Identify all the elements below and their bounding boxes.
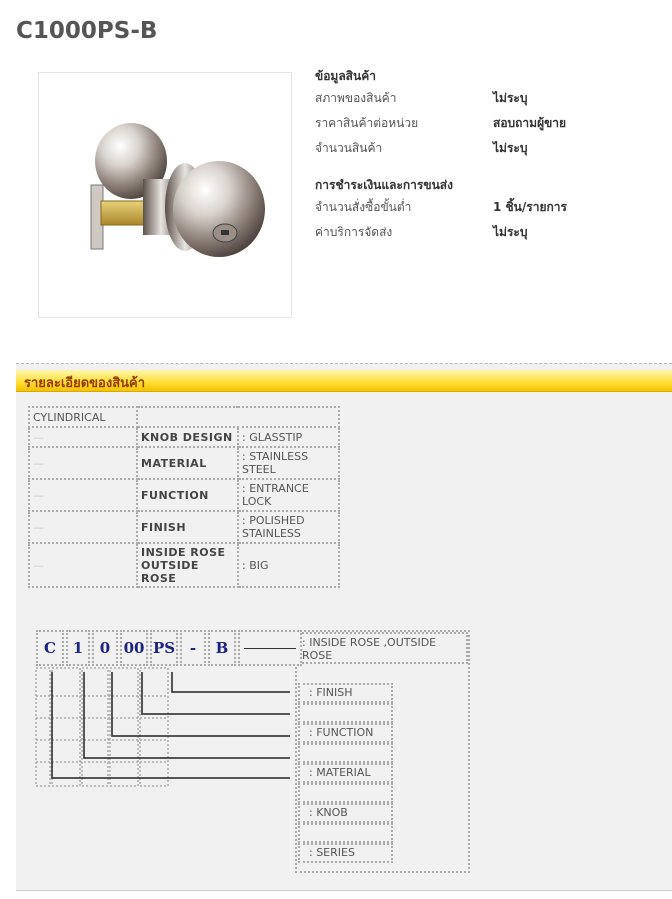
- door-knob-lock-icon: [39, 73, 293, 319]
- info-label: ราคาสินค้าต่อหน่วย: [315, 116, 419, 130]
- model-code-row: [36, 630, 304, 666]
- info-row-min-order: [315, 195, 655, 220]
- spec-name: FUNCTION: [137, 479, 238, 511]
- product-info-heading: ข้อมูลสินค้า: [315, 69, 376, 83]
- product-image: [38, 72, 292, 318]
- info-value: ไม่ระบุ: [493, 225, 528, 239]
- legend-finish: : FINISH: [298, 683, 393, 703]
- info-value: ไม่ระบุ: [493, 91, 528, 105]
- spec-type-label: CYLINDRICAL: [29, 407, 137, 427]
- code-segment: -: [180, 630, 206, 666]
- info-value: 1 ชิ้น/รายการ: [493, 200, 567, 214]
- spec-value: : BIG: [238, 543, 339, 587]
- spec-row: — MATERIAL : STAINLESS STEEL: [29, 447, 339, 479]
- spec-row: — KNOB DESIGN : GLASSTIP: [29, 427, 339, 447]
- code-segment: 0: [92, 630, 118, 666]
- info-row-quantity: [315, 136, 655, 161]
- info-row-shipping: [315, 220, 655, 245]
- spec-value: : ENTRANCE LOCK: [238, 479, 339, 511]
- spec-row: — FUNCTION : ENTRANCE LOCK: [29, 479, 339, 511]
- code-pointer: [238, 630, 302, 666]
- info-row-price: [315, 111, 655, 136]
- spec-name: INSIDE ROSE OUTSIDE ROSE: [137, 543, 238, 587]
- spec-table: [28, 406, 340, 588]
- code-segment: 00: [120, 630, 148, 666]
- code-segment: C: [36, 630, 64, 666]
- info-label: จำนวนสั่งซื้อขั้นต่ำ: [315, 200, 412, 214]
- legend-material: : MATERIAL: [298, 763, 393, 783]
- info-label: สภาพของสินค้า: [315, 91, 397, 105]
- page-title: C1000PS-B: [16, 18, 158, 44]
- info-value: ไม่ระบุ: [493, 141, 528, 155]
- code-segment: 1: [66, 630, 90, 666]
- product-info-panel: [315, 66, 655, 245]
- spec-value: : GLASSTIP: [238, 427, 339, 447]
- legend-function: : FUNCTION: [298, 723, 393, 743]
- spec-value: : STAINLESS STEEL: [238, 447, 339, 479]
- spec-row: — FINISH : POLISHED STAINLESS: [29, 511, 339, 543]
- info-row-condition: [315, 86, 655, 111]
- spec-value: : POLISHED STAINLESS: [238, 511, 339, 543]
- spec-row: — INSIDE ROSE OUTSIDE ROSE : BIG: [29, 543, 339, 587]
- info-value: สอบถามผู้ขาย: [493, 116, 567, 130]
- spec-name: FINISH: [137, 511, 238, 543]
- legend-series: : SERIES: [298, 843, 393, 863]
- legend-knob-design: : KNOB: [298, 803, 393, 823]
- spec-name: MATERIAL: [137, 447, 238, 479]
- info-label: ค่าบริการจัดส่ง: [315, 225, 393, 239]
- info-label: จำนวนสินค้า: [315, 141, 383, 155]
- code-segment: B: [208, 630, 236, 666]
- payment-shipping-heading: การชำระเงินและการขนส่ง: [315, 178, 453, 192]
- code-connector-diagram: [34, 666, 296, 790]
- spec-name: KNOB DESIGN: [137, 427, 238, 447]
- product-detail-header: [16, 370, 672, 392]
- code-segment: PS: [150, 630, 178, 666]
- product-detail-heading: รายละเอียดของสินค้า: [24, 376, 146, 391]
- code-legend-rose: : INSIDE ROSE ,OUTSIDE ROSE: [298, 632, 468, 664]
